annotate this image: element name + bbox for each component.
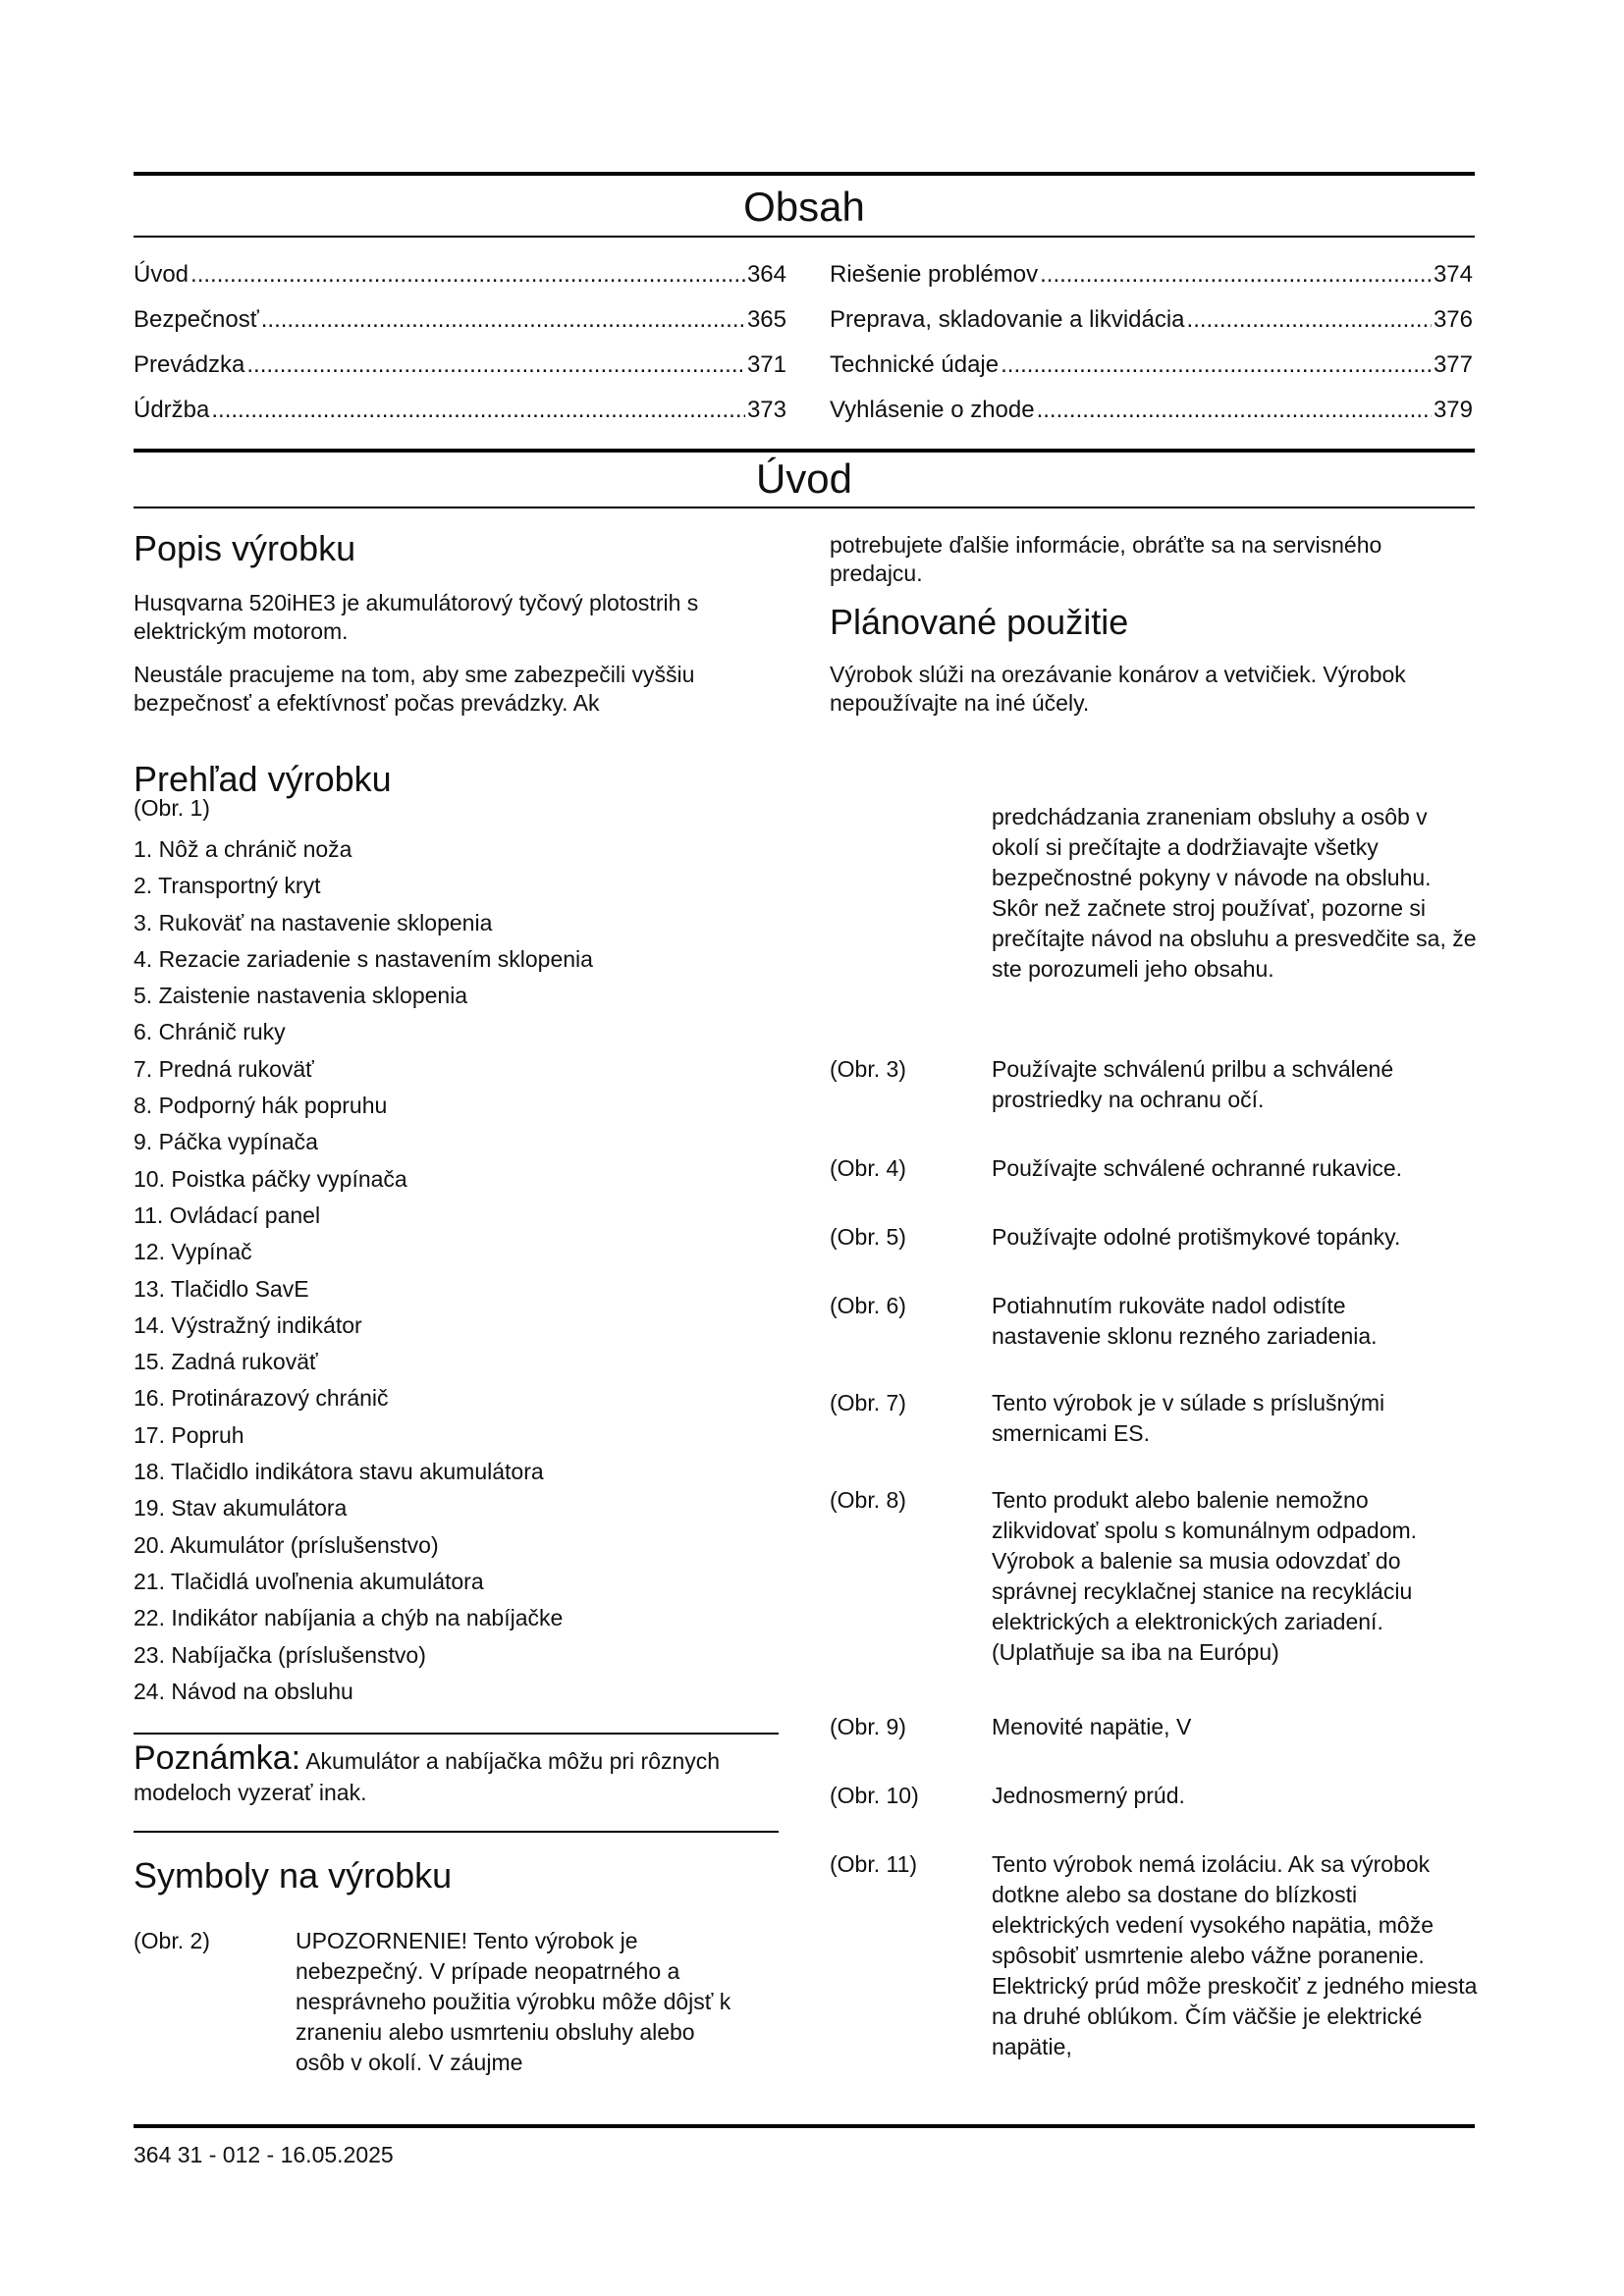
toc-top-rule: [134, 172, 1475, 176]
toc-leader-dots: [1001, 351, 1432, 379]
symbol-label: (Obr. 6): [830, 1293, 906, 1318]
symbol-text: Používajte schválené ochranné rukavice.: [992, 1155, 1403, 1181]
list-item: 24. Návod na obsluhu: [134, 1678, 353, 1704]
toc-leader-dots: [1037, 397, 1432, 424]
list-item: 16. Protinárazový chránič: [134, 1385, 389, 1412]
toc-leader-dots: [261, 306, 745, 334]
toc-entry-page: 374: [1433, 261, 1473, 288]
symbol-label: (Obr. 9): [830, 1714, 906, 1739]
toc-entry[interactable]: [830, 289, 1473, 334]
toc-entry-label: Riešenie problémov: [830, 261, 1039, 288]
toc-entry[interactable]: [830, 243, 1473, 289]
toc-entry[interactable]: [830, 379, 1473, 424]
toc-entry-label: Úvod: [134, 261, 189, 288]
list-item: 18. Tlačidlo indikátora stavu akumulátora: [134, 1459, 544, 1485]
note-text: Akumulátor a nabíjačka môžu pri rôznych modeloch vyzerať inak.: [134, 1748, 721, 1805]
symbol-label: (Obr. 10): [830, 1783, 919, 1808]
toc-leader-dots: [246, 351, 745, 379]
toc-entry-label: Preprava, skladovanie a likvidácia: [830, 306, 1185, 333]
symbol-label: (Obr. 7): [830, 1390, 906, 1415]
symbol-text: Jednosmerný prúd.: [992, 1783, 1185, 1808]
toc-leader-dots: [190, 261, 745, 289]
footer-rule: [134, 2124, 1475, 2128]
list-item: 4. Rezacie zariadenie s nastavením sklopenia: [134, 945, 593, 972]
intro-title: Úvod: [755, 455, 853, 502]
toc-entry-label: Technické údaje: [830, 351, 1000, 378]
toc-bottom-rule: [134, 236, 1475, 238]
list-item: 5. Zaistenie nastavenia sklopenia: [134, 983, 468, 1009]
symbol-label: (Obr. 8): [830, 1487, 906, 1513]
list-item: 10. Poistka páčky vypínača: [134, 1165, 407, 1192]
note-top-rule: [134, 1733, 779, 1735]
symbol-text: UPOZORNENIE! Tento výrobok je nebezpečný. V prípade neopatrného a nesprávneho použitia výrobku môže dôjsť k zraneniu alebo usmrteniu obsluhy alebo osôb v okolí. V záujme: [296, 1928, 731, 2075]
list-item: 23. Nabíjačka (príslušenstvo): [134, 1641, 426, 1668]
symbol-label: (Obr. 5): [830, 1224, 906, 1250]
toc-entry-label: Údržba: [134, 397, 210, 423]
list-item: 1. Nôž a chránič noža: [134, 836, 352, 862]
toc-leader-dots: [1187, 306, 1432, 334]
toc-entry-page: 364: [746, 261, 786, 288]
list-item: 9. Páčka vypínača: [134, 1129, 318, 1155]
list-item: 15. Zadná rukoväť: [134, 1349, 318, 1375]
toc-entry[interactable]: [134, 243, 786, 289]
planned-title: Plánované použitie: [830, 602, 1129, 642]
list-item: 3. Rukoväť na nastavenie sklopenia: [134, 909, 493, 935]
list-item: 17. Popruh: [134, 1421, 244, 1448]
overview-list: [134, 831, 786, 1710]
list-item: 21. Tlačidlá uvoľnenia akumulátora: [134, 1568, 484, 1594]
symbol-text: Potiahnutím rukoväte nadol odistíte nastavenie sklonu rezného zariadenia.: [992, 1293, 1378, 1349]
popis-paragraph-2-continued: potrebujete ďalšie informácie, obráťte sa na servisného predajcu.: [830, 532, 1382, 586]
list-item: 22. Indikátor nabíjania a chýb na nabíjačke: [134, 1605, 564, 1631]
toc-entry[interactable]: [830, 334, 1473, 379]
list-item: 11. Ovládací panel: [134, 1201, 321, 1228]
toc-entry[interactable]: [134, 289, 786, 334]
planned-section: [830, 531, 1473, 718]
note-box: [134, 1739, 779, 1808]
toc-leader-dots: [1040, 261, 1432, 289]
planned-paragraph: Výrobok slúži na orezávanie konárov a vetvičiek. Výrobok nepoužívajte na iné účely.: [830, 662, 1406, 716]
toc-entry[interactable]: [134, 379, 786, 424]
list-item: 8. Podporný hák popruhu: [134, 1093, 388, 1119]
toc-entry-page: 371: [746, 351, 786, 378]
toc-entry-page: 379: [1433, 397, 1473, 423]
symbol-text: predchádzania zraneniam obsluhy a osôb v okolí si prečítajte a dodržiavajte všetky bezpečnostné pokyny v návode na obsluhu. Skôr než začnete stroj používať, pozorne si prečítajte návod na obsluhu a presvedčite sa, že ste porozumeli jeho obsahu.: [992, 804, 1477, 982]
intro-bottom-rule: [134, 507, 1475, 508]
symbol-text: Tento produkt alebo balenie nemožno zlikvidovať spolu s komunálnym odpadom. Výrobok a balenie sa musia odovzdať do správnej recyklačnej stanice na recykláciu elektrických a elektronických zariadení. (Uplatňuje sa iba na Európu): [992, 1487, 1418, 1665]
note-title: Poznámka:: [134, 1739, 301, 1777]
overview-title: Prehľad výrobku: [134, 759, 392, 799]
toc-right-column: [830, 243, 1473, 424]
symbol-text: Tento výrobok nemá izoláciu. Ak sa výrobok dotkne alebo sa dostane do blízkosti elektrických vedení vysokého napätia, môže spôsobiť usmrtenie alebo vážne poranenie. Elektrický prúd môže preskočiť z jedného miesta na druhé oblúkom. Čím väčšie je elektrické napätie,: [992, 1851, 1478, 2059]
list-item: 6. Chránič ruky: [134, 1019, 286, 1045]
toc-entry-label: Bezpečnosť: [134, 306, 259, 333]
overview-subtitle: (Obr. 1): [134, 795, 210, 821]
list-item: 12. Vypínač: [134, 1239, 252, 1265]
toc-entry-page: 377: [1433, 351, 1473, 378]
toc-title: Obsah: [743, 184, 865, 230]
symbol-label: (Obr. 2): [134, 1928, 210, 1953]
list-item: 14. Výstražný indikátor: [134, 1311, 362, 1338]
toc-entry-label: Vyhlásenie o zhode: [830, 397, 1035, 423]
list-item: 7. Predná rukoväť: [134, 1055, 314, 1082]
toc-entry-page: 365: [746, 306, 786, 333]
list-item: 20. Akumulátor (príslušenstvo): [134, 1531, 439, 1558]
toc-entry-label: Prevádzka: [134, 351, 245, 378]
symbol-text: Tento výrobok je v súlade s príslušnými smernicami ES.: [992, 1390, 1385, 1446]
toc-leader-dots: [211, 397, 745, 424]
toc-entry-page: 376: [1433, 306, 1473, 333]
symbol-text: Menovité napätie, V: [992, 1714, 1192, 1739]
overview-section: [134, 759, 786, 1710]
symbol-label: (Obr. 4): [830, 1155, 906, 1181]
popis-paragraph-2: Neustále pracujeme na tom, aby sme zabezpečili vyššiu bezpečnosť a efektívnosť počas prevádzky. Ak: [134, 662, 695, 716]
note-bottom-rule: [134, 1831, 779, 1833]
symbol-text: Používajte schválenú prilbu a schválené prostriedky na ochranu očí.: [992, 1056, 1394, 1112]
footer-text: 364 31 - 012 - 16.05.2025: [134, 2142, 394, 2167]
list-item: 13. Tlačidlo SavE: [134, 1275, 309, 1302]
popis-paragraph-1: Husqvarna 520iHE3 je akumulátorový tyčový plotostrih s elektrickým motorom.: [134, 590, 699, 644]
symbol-label: (Obr. 11): [830, 1851, 918, 1877]
symbols-title: Symboly na výrobku: [134, 1855, 453, 1896]
toc-entry-page: 373: [746, 397, 786, 423]
list-item: 2. Transportný kryt: [134, 873, 321, 899]
symbol-text: Používajte odolné protišmykové topánky.: [992, 1224, 1401, 1250]
popis-title: Popis výrobku: [134, 528, 356, 568]
popis-section: [134, 528, 786, 718]
symbol-row-obr2: [134, 1926, 786, 2083]
list-item: 19. Stav akumulátora: [134, 1495, 348, 1522]
symbol-label: (Obr. 3): [830, 1056, 906, 1082]
toc-left-column: [134, 243, 786, 424]
toc-entry[interactable]: [134, 334, 786, 379]
symbols-section: [134, 1855, 786, 1896]
